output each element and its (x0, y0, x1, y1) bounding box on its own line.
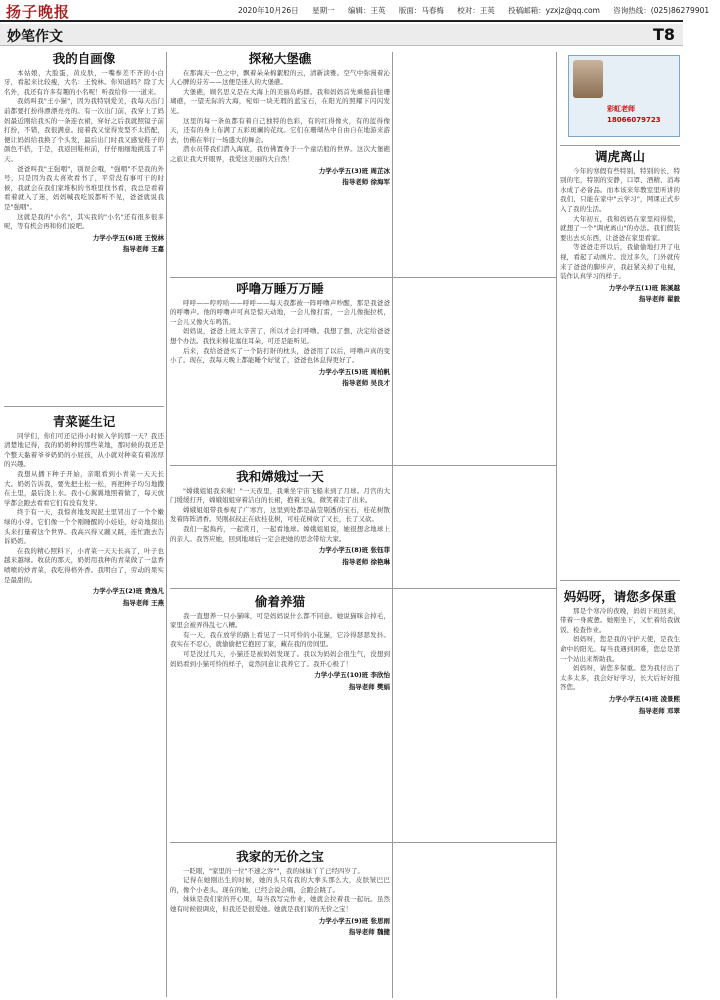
article-paragraph: 一眨眼，"家里的一位"不速之客""，我的妹妹丫丫已经四岁了。 (183, 866, 364, 875)
article-author: 力学小学五(3)班 周芷冰 (318, 166, 390, 175)
article-author: 力学小学五(5)班 周柏帆 (318, 367, 390, 376)
section-rule (170, 465, 556, 466)
reporter-photo (573, 60, 603, 98)
article-paragraph: 那是个寒冷的夜晚，妈妈下班回来，带着一身疲惫。她刚坐下，又忙着给我做饭、检查作业。 (560, 606, 680, 634)
article-author: 力学小学五(1)班 陈溪越 (608, 283, 680, 292)
article-paragraph: 我妈叫我"王小猫"，因为我特别爱美，我每天出门前都要打扮得漂漂亮亮的。有一次出门前，我穿上了妈妈最近刚给我买的一条连衣裙，穿好之后我就照镜子前打扮，不错，我很满意。接着我又觉得发型不太搭配，便让妈妈给我换了个头发，最后出门时我又感觉鞋子的颜色不搭，于是，我返回鞋柜前，仔仔细细地挑选了半天。 (4, 97, 164, 163)
article-a1 (4, 52, 164, 397)
article-paragraph: 今年的寒假有些特别，特别的长，特别的宅，特别的安静，口罩、酒精、消毒水成了必备品。而本该来年教室里听讲的我们，只能在家中"云学习"，网课正式步入了我的生活。 (560, 166, 680, 213)
article-paragraph: "嫦娥姐姐我来啦！"一天夜里，我乘坐宇宙飞船来到了月球。月宫的大门缓缓打开，嫦娥姐姐穿着洁白的长裙，抱着玉兔，微笑着走了出来。 (170, 486, 390, 505)
article-paragraph: 我想从播下种子开始，亲眼看到小青菜一天天长大。奶奶告诉我，要先把土松一松，再把种子均匀地撒在土里，最后浇上水。我小心翼翼地照着做了，每天放学都会跑去看看它们有没有发芽。 (4, 469, 164, 507)
editor-credit: 编辑：王英 (347, 6, 386, 15)
proofreader-credit: 校对：王英 (457, 6, 495, 15)
article-paragraph: 呼呼——哼哼哈——呼呼——每天我都被一阵呼噜声吵醒，那是我爸爸的呼噜声。他的呼噜声可真是惊天动地，一会儿像打雷，一会儿像拖拉机，一会儿又像火车鸣笛。 (170, 298, 390, 326)
article-a9 (560, 590, 680, 998)
submission-email[interactable]: 投稿邮箱：yzxjz@qq.com (508, 6, 600, 15)
article-teacher: 指导老师 魏健 (348, 928, 390, 937)
article-teacher: 指导老师 翟毅 (638, 295, 680, 304)
article-teacher: 指导老师 樊娟 (348, 682, 390, 691)
article-paragraph: 嫦娥姐姐带我参观了广寒宫，这里到处都是晶莹剔透的宝石，桂花树散发着阵阵清香。吴刚叔叔正在砍桂花树，可桂花树砍了又长，长了又砍。 (170, 505, 390, 524)
article-paragraph: 后来，我给爸爸买了一个防打鼾的枕头，爸爸用了以后，呼噜声真的变小了。现在，我每天晚上都能睡个好觉了，爸爸也休息得更好了。 (170, 346, 390, 365)
reporter-phone[interactable]: 18066079723 (607, 116, 661, 124)
hotline: 咨询热线：(025)86279901 (613, 6, 710, 15)
page-header (0, 0, 710, 22)
column-rule (166, 52, 167, 997)
article-paragraph: 爸爸叫我"王强咽"，别误会哦，"强咽"不是我的外号，只是因为我太喜欢看书了，平常没有事可干的时候，我就会在我们家堆积的书堆里找书看，我总是看着看着就入了迷，妈妈喊我吃饭都听不见，爸爸就说我是"强咽"。 (4, 164, 164, 211)
article-paragraph: 等爸爸走开以后，我偷偷地打开了电视，看起了动画片。没过多久，门外就传来了爸爸的脚步声，我赶紧关掉了电视，装作认真学习的样子。 (560, 243, 680, 281)
article-paragraph: 同学们，你们可还记得小时候入学的那一天？我还清楚地记得，我的奶奶种的那些菜地，那时候的我还是个整天黏着爷爷奶奶的小屁孩，从小就对种菜有着浓厚的兴趣。 (4, 431, 164, 469)
issue-date: 2020年10月26日 (238, 6, 299, 15)
header-meta (238, 0, 720, 22)
article-paragraph: 可是没过几天，小猫还是被妈妈发现了。我以为妈妈会很生气，没想到妈妈看到小猫可怜的样子，竟然同意让我养它了。我开心极了！ (170, 649, 390, 668)
article-teacher: 指导老师 邓翠 (638, 706, 680, 715)
article-paragraph: 终于有一天，我惊喜地发现泥土里冒出了一个个嫩绿的小芽。它们像一个个刚睡醒的小娃娃，好奇地探出头来打量着这个世界。我高兴得又蹦又跳，连忙跑去告诉奶奶。 (4, 508, 164, 546)
article-paragraph: 我们一起捣药，一起赏月，一起看地球。嫦娥姐姐说，她很想念地球上的亲人。我答应她，回到地球后一定会把她的思念带给大家。 (170, 524, 390, 543)
reporter-name: 彩虹老师 (607, 105, 635, 113)
article-title: 调虎离山 (594, 149, 645, 164)
section-rule (560, 580, 680, 581)
article-author: 力学小学五(6)班 王悦林 (92, 233, 164, 242)
article-title: 探秘大堡礁 (248, 51, 312, 66)
section-rule (4, 406, 164, 407)
issue-weekday: 星期一 (312, 6, 335, 15)
article-paragraph: 记得在她刚出生的时候，她的头只有我的大拳头那么大，皮肤皱巴巴的，像个小老头。现在的她，已经会说会唱，会跑会跳了。 (170, 876, 390, 894)
article-teacher: 指导老师 吴良才 (342, 379, 390, 388)
column-rule (392, 52, 393, 998)
article-paragraph: 有一天，我在放学的路上看见了一只可怜的小花猫，它冷得瑟瑟发抖。我实在不忍心，就偷偷把它抱回了家，藏在我的房间里。 (170, 630, 390, 649)
article-title: 青菜诞生记 (52, 414, 116, 429)
section-title: 妙笔作文 (7, 29, 63, 45)
article-title: 我的自画像 (52, 51, 116, 66)
section-rule (170, 588, 556, 589)
article-teacher: 指导老师 徐海军 (342, 178, 390, 187)
article-paragraph: 这里的每一条鱼都有着自己独特的色彩，有的红得像火，有的蓝得像天，还有的身上布满了五彩斑斓的花纹。它们在珊瑚丛中自由自在地游来游去，仿佛在举行一场盛大的舞会。 (170, 116, 390, 144)
article-paragraph: 大堡礁，顾名思义是在大海上的美丽岛屿群。我和妈妈首先乘船前往珊瑚礁，一望无际的大海，宛如一块无瑕的蓝宝石，在阳光的照耀下闪闪发光。 (170, 87, 390, 115)
article-a8 (560, 150, 680, 568)
article-paragraph: 妈妈呀，您是我的守护天使，是我生命中的阳光。每当我遇到困难，您总是第一个站出来帮助我。 (560, 635, 680, 663)
article-paragraph: 妹妹是我们家的开心果，每当我写完作业，她就会拉着我一起玩。虽然她有时候很调皮，但我还是很爱她。她就是我们家的无价之宝！ (170, 895, 390, 913)
article-paragraph: 我一直想养一只小猫咪，可是妈妈说什么都不同意。她说猫咪会掉毛，家里会被弄得乱七八糟。 (170, 611, 390, 630)
article-title: 我家的无价之宝 (236, 849, 324, 864)
article-author: 力学小学五(8)班 张钰菲 (318, 546, 390, 555)
article-a2 (4, 415, 164, 995)
article-author: 力学小学五(2)班 费逸凡 (92, 587, 164, 596)
article-author: 力学小学五(9)班 张思雨 (318, 916, 390, 925)
article-a6 (170, 595, 390, 835)
designer-credit: 版面：马春梅 (398, 6, 444, 15)
article-paragraph: 这就是我的"小名"，其实我的"小名"还有很多很多呢，等有机会再和你们说吧。 (4, 212, 164, 231)
article-author: 力学小学五(10)班 李欣怡 (314, 671, 390, 680)
article-title: 妈妈呀，请您多保重 (563, 589, 677, 604)
article-author: 力学小学五(4)班 凌景熙 (608, 694, 680, 703)
article-paragraph: 妈妈呀，请您多保重。您为我付出了太多太多，我会好好学习，长大后好好报答您。 (560, 664, 680, 692)
article-teacher: 指导老师 王燕 (122, 598, 164, 607)
article-paragraph: 在我的精心照料下，小青菜一天天长高了，叶子也越来越绿。收获的那天，奶奶用我种的青菜做了一盘香喷喷的炒青菜，我吃得格外香。我明白了，劳动的果实是最甜的。 (4, 546, 164, 584)
article-title: 呼噜万睡万万睡 (236, 281, 324, 296)
column-rule (556, 52, 557, 998)
page-number: T8 (652, 25, 675, 44)
article-paragraph: 大年初五，我和妈妈在家里闷得慌，就想了一个"调虎离山"的办法。我们假装要出去买东西，让爸爸在家里看家。 (560, 214, 680, 242)
section-rule (560, 145, 680, 146)
section-banner (0, 24, 683, 46)
article-teacher: 指导老师 王嘉 (122, 245, 164, 254)
article-paragraph: 潜水员带我们潜入海底，我仿佛置身于一个童话般的世界。这次大堡礁之旅让我大开眼界，我爱这美丽的大自然！ (170, 145, 390, 163)
article-a7 (170, 850, 390, 998)
article-a4 (170, 282, 390, 462)
article-paragraph: 妈妈说，爸爸上班太辛苦了，所以才会打呼噜。我想了想，决定给爸爸想个办法。我找来棉花塞住耳朵，可还是能听见。 (170, 327, 390, 345)
article-teacher: 指导老师 徐艳琳 (342, 557, 390, 566)
reporter-card (568, 55, 680, 137)
article-a5 (170, 470, 390, 580)
article-paragraph: 本姑娘，大脸蛋，黄皮肤，一嘴参差不齐的小白牙，看起来比较瘦，大名：王悦林。你知道吗？除了大名外，我还有许多有趣的小名呢！听我给你一一道来。 (4, 68, 164, 96)
section-rule (170, 842, 556, 843)
article-paragraph: 在那海天一色之中，飘着朵朵棉絮般的云，清新淡雅。空气中弥漫着沁人心脾的芬芳——这便是迷人的大堡礁。 (170, 68, 390, 87)
article-title: 偷着养猫 (254, 594, 305, 609)
masthead-logo: 扬子晚报 (6, 3, 71, 21)
section-rule (170, 277, 556, 278)
article-title: 我和嫦娥过一天 (236, 469, 324, 484)
article-a3 (170, 52, 390, 274)
